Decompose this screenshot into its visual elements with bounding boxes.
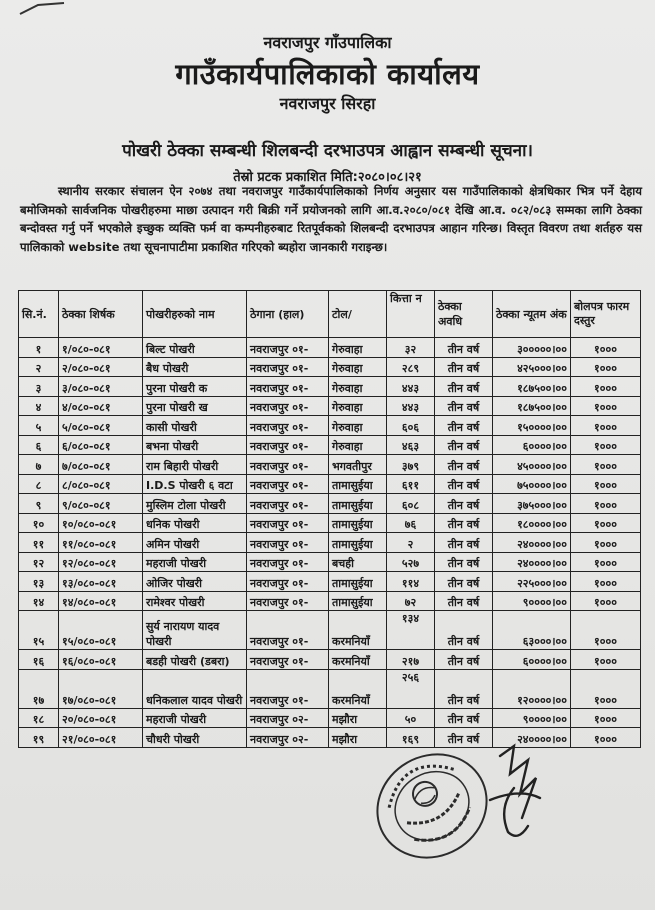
municipality-name: नवराजपुर गाँउपालिका (263, 33, 392, 52)
cell-plot-no: ११४ (387, 572, 435, 592)
cell-min-amount: १२००००।०० (493, 669, 571, 708)
cell-address: नवराजपुर ०१- (247, 455, 329, 475)
cell-duration: तीन वर्ष (435, 474, 493, 494)
cell-plot-no: ६११ (387, 474, 435, 494)
cell-form-fee: १००० (571, 474, 641, 494)
cell-contract-title: ९/०८०-०८१ (59, 494, 143, 514)
cell-pond-name: ओजिर पोखरी (143, 572, 247, 592)
cell-pond-name: बिल्ट पोखरी (143, 338, 247, 358)
cell-duration: तीन वर्ष (435, 533, 493, 553)
table-row (19, 416, 641, 436)
cell-min-amount: १५००००।०० (493, 416, 571, 436)
cell-tole: तामासुईया (329, 591, 387, 611)
cell-form-fee: १००० (571, 708, 641, 728)
cell-contract-title: ७/०८०-०८१ (59, 455, 143, 475)
table-row (19, 377, 641, 397)
cell-pond-name: पुरना पोखरी क (143, 377, 247, 397)
table-header-row (19, 291, 641, 338)
cell-duration: तीन वर्ष (435, 494, 493, 514)
cell-plot-no: २१७ (387, 650, 435, 670)
cell-min-amount: १८७५००।०० (493, 396, 571, 416)
cell-tole: गेरुवाहा (329, 377, 387, 397)
cell-min-amount: २४००००।०० (493, 533, 571, 553)
cell-contract-title: ११/०८०-०८१ (59, 533, 143, 553)
cell-min-amount: ३०००००।०० (493, 338, 571, 358)
cell-plot-no: ७६ (387, 513, 435, 533)
pond-tender-table (18, 290, 641, 748)
cell-min-amount: १८००००।०० (493, 513, 571, 533)
cell-duration: तीन वर्ष (435, 396, 493, 416)
cell-form-fee: १००० (571, 416, 641, 436)
cell-pond-name: बभना पोखरी (143, 435, 247, 455)
cell-plot-no: १३४ (387, 611, 435, 650)
cell-form-fee: १००० (571, 591, 641, 611)
page-fold-mark (18, 2, 66, 16)
cell-tole: तामासुईया (329, 494, 387, 514)
cell-pond-name: धनिक पोखरी (143, 513, 247, 533)
cell-tole: बचही (329, 552, 387, 572)
cell-contract-title: १३/०८०-०८१ (59, 572, 143, 592)
signature-mark (470, 738, 560, 848)
table-row (19, 533, 641, 553)
cell-pond-name: महराजी पोखरी (143, 708, 247, 728)
cell-pond-name: महराजी पोखरी (143, 552, 247, 572)
cell-min-amount: ६००००।०० (493, 435, 571, 455)
cell-tole: करमनियाँ (329, 650, 387, 670)
publish-date: तेस्रो प्रटक प्रकाशित मिति:२०८०।०८।२१ (233, 170, 422, 185)
cell-plot-no: ३७९ (387, 455, 435, 475)
header-col-plot-no: कित्ता न (387, 291, 435, 338)
cell-tole: गेरुवाहा (329, 338, 387, 358)
cell-serial: १८ (19, 708, 59, 728)
cell-form-fee: १००० (571, 455, 641, 475)
cell-min-amount: ६३०००।०० (493, 611, 571, 650)
cell-pond-name: मुस्लिम टोला पोखरी (143, 494, 247, 514)
table-row (19, 552, 641, 572)
cell-duration: तीन वर्ष (435, 572, 493, 592)
cell-contract-title: १२/०८०-०८१ (59, 552, 143, 572)
cell-address: नवराजपुर ०१- (247, 435, 329, 455)
cell-tole: तामासुईया (329, 533, 387, 553)
table-row (19, 611, 641, 650)
cell-plot-no: ५२७ (387, 552, 435, 572)
cell-tole: तामासुईया (329, 572, 387, 592)
cell-serial: १५ (19, 611, 59, 650)
cell-serial: ७ (19, 455, 59, 475)
cell-address: नवराजपुर ०१- (247, 474, 329, 494)
header-col-address: ठेगाना (हाल) (247, 291, 329, 338)
header-col-duration: ठेक्का अवधि (435, 291, 493, 338)
cell-plot-no: २५६ (387, 669, 435, 708)
cell-min-amount: ९००००।०० (493, 708, 571, 728)
cell-duration: तीन वर्ष (435, 513, 493, 533)
table-row (19, 650, 641, 670)
cell-address: नवराजपुर ०२- (247, 708, 329, 728)
cell-duration: तीन वर्ष (435, 416, 493, 436)
cell-address: नवराजपुर ०१- (247, 377, 329, 397)
cell-plot-no: २ (387, 533, 435, 553)
office-location: नवराजपुर सिरहा (279, 94, 376, 113)
table-row (19, 357, 641, 377)
cell-pond-name: चौधरी पोखरी (143, 728, 247, 748)
cell-min-amount: ७५००००।०० (493, 474, 571, 494)
cell-address: नवराजपुर ०१- (247, 416, 329, 436)
cell-contract-title: १७/०८०-०८१ (59, 669, 143, 708)
cell-contract-title: १४/०८०-०८१ (59, 591, 143, 611)
cell-plot-no: ६०८ (387, 494, 435, 514)
cell-serial: ६ (19, 435, 59, 455)
cell-plot-no: ४४३ (387, 377, 435, 397)
cell-min-amount: २४००००।०० (493, 728, 571, 748)
cell-address: नवराजपुर ०१- (247, 338, 329, 358)
header-col-pond-name: पोखरीहरुको नाम (143, 291, 247, 338)
cell-address: नवराजपुर ०१- (247, 650, 329, 670)
cell-contract-title: १/०८०-०८१ (59, 338, 143, 358)
table-row (19, 708, 641, 728)
cell-serial: १ (19, 338, 59, 358)
table-row (19, 591, 641, 611)
cell-min-amount: ३७५०००।०० (493, 494, 571, 514)
cell-serial: १४ (19, 591, 59, 611)
cell-tole: मझौरा (329, 708, 387, 728)
cell-duration: तीन वर्ष (435, 708, 493, 728)
cell-serial: ८ (19, 474, 59, 494)
cell-min-amount: २२५०००।०० (493, 572, 571, 592)
cell-min-amount: ४२५०००।०० (493, 357, 571, 377)
cell-form-fee: १००० (571, 435, 641, 455)
cell-address: नवराजपुर ०१- (247, 669, 329, 708)
cell-plot-no: ५० (387, 708, 435, 728)
cell-min-amount: ९००००।०० (493, 591, 571, 611)
cell-plot-no: १६९ (387, 728, 435, 748)
cell-tole: करमनियाँ (329, 669, 387, 708)
cell-contract-title: ६/०८०-०८१ (59, 435, 143, 455)
cell-address: नवराजपुर ०१- (247, 494, 329, 514)
cell-contract-title: २/०८०-०८१ (59, 357, 143, 377)
cell-min-amount: २४००००।०० (493, 552, 571, 572)
cell-min-amount: ६००००।०० (493, 650, 571, 670)
cell-serial: ११ (19, 533, 59, 553)
cell-contract-title: ५/०८०-०८१ (59, 416, 143, 436)
cell-pond-name: धनिकलाल यादव पोखरी (143, 669, 247, 708)
cell-contract-title: १५/०८०-०८१ (59, 611, 143, 650)
cell-address: नवराजपुर ०१- (247, 572, 329, 592)
cell-serial: १० (19, 513, 59, 533)
cell-form-fee: १००० (571, 611, 641, 650)
cell-serial: १२ (19, 552, 59, 572)
cell-plot-no: ४६३ (387, 435, 435, 455)
header-col-tole: टोल/ (329, 291, 387, 338)
cell-plot-no: ३२ (387, 338, 435, 358)
cell-pond-name: राम बिहारी पोखरी (143, 455, 247, 475)
cell-address: नवराजपुर ०१- (247, 591, 329, 611)
cell-plot-no: ४४३ (387, 396, 435, 416)
cell-duration: तीन वर्ष (435, 377, 493, 397)
cell-form-fee: १००० (571, 533, 641, 553)
cell-plot-no: ६०६ (387, 416, 435, 436)
cell-contract-title: ८/०८०-०८१ (59, 474, 143, 494)
cell-form-fee: १००० (571, 552, 641, 572)
cell-contract-title: २०/०८०-०८१ (59, 708, 143, 728)
header-col-serial: सि.नं. (19, 291, 59, 338)
cell-duration: तीन वर्ष (435, 669, 493, 708)
cell-address: नवराजपुर ०२- (247, 728, 329, 748)
table-row (19, 455, 641, 475)
table-row (19, 669, 641, 708)
cell-pond-name: बडही पोखरी (डबरा) (143, 650, 247, 670)
cell-serial: ५ (19, 416, 59, 436)
cell-pond-name: I.D.S पोखरी ६ वटा (143, 474, 247, 494)
cell-serial: ३ (19, 377, 59, 397)
cell-form-fee: १००० (571, 728, 641, 748)
cell-duration: तीन वर्ष (435, 455, 493, 475)
cell-pond-name: कासी पोखरी (143, 416, 247, 436)
table-row (19, 338, 641, 358)
cell-duration: तीन वर्ष (435, 650, 493, 670)
cell-serial: १९ (19, 728, 59, 748)
cell-serial: ९ (19, 494, 59, 514)
office-title: गाउँकार्यपालिकाको कार्यालय (175, 57, 480, 91)
cell-min-amount: १८७५००।०० (493, 377, 571, 397)
cell-form-fee: १००० (571, 494, 641, 514)
cell-address: नवराजपुर ०१- (247, 611, 329, 650)
cell-form-fee: १००० (571, 357, 641, 377)
cell-tole: मझौरा (329, 728, 387, 748)
cell-address: नवराजपुर ०१- (247, 552, 329, 572)
cell-tole: करमनियाँ (329, 611, 387, 650)
cell-form-fee: १००० (571, 513, 641, 533)
cell-form-fee: १००० (571, 338, 641, 358)
cell-pond-name: रामेश्वर पोखरी (143, 591, 247, 611)
cell-serial: १७ (19, 669, 59, 708)
cell-serial: १६ (19, 650, 59, 670)
table-row (19, 572, 641, 592)
table-row (19, 435, 641, 455)
cell-min-amount: ४५००००।०० (493, 455, 571, 475)
cell-tole: तामासुईया (329, 474, 387, 494)
notice-title: पोखरी ठेक्का सम्बन्धी शिलबन्दी दरभाउपत्र आह्वान सम्बन्धी सूचना। (122, 141, 533, 161)
cell-serial: ४ (19, 396, 59, 416)
cell-serial: १३ (19, 572, 59, 592)
table-row (19, 396, 641, 416)
cell-duration: तीन वर्ष (435, 728, 493, 748)
cell-form-fee: १००० (571, 396, 641, 416)
table-row (19, 513, 641, 533)
cell-contract-title: ४/०८०-०८१ (59, 396, 143, 416)
header-col-contract-title: ठेक्का शिर्षक (59, 291, 143, 338)
cell-tole: गेरुवाहा (329, 357, 387, 377)
cell-duration: तीन वर्ष (435, 435, 493, 455)
cell-address: नवराजपुर ०१- (247, 396, 329, 416)
cell-contract-title: २१/०८०-०८१ (59, 728, 143, 748)
cell-tole: गेरुवाहा (329, 396, 387, 416)
cell-address: नवराजपुर ०१- (247, 533, 329, 553)
cell-duration: तीन वर्ष (435, 611, 493, 650)
table-row (19, 494, 641, 514)
cell-contract-title: १६/०८०-०८१ (59, 650, 143, 670)
cell-tole: गेरुवाहा (329, 435, 387, 455)
cell-serial: २ (19, 357, 59, 377)
cell-pond-name: पुरना पोखरी ख (143, 396, 247, 416)
cell-form-fee: १००० (571, 377, 641, 397)
cell-form-fee: १००० (571, 572, 641, 592)
cell-contract-title: ३/०८०-०८१ (59, 377, 143, 397)
cell-plot-no: २८९ (387, 357, 435, 377)
cell-pond-name: बैध पोखरी (143, 357, 247, 377)
table-body (19, 338, 641, 748)
cell-duration: तीन वर्ष (435, 552, 493, 572)
cell-duration: तीन वर्ष (435, 591, 493, 611)
header-col-min-amount: ठेक्का न्यूतम अंक (493, 291, 571, 338)
notice-body: स्थानीय सरकार संचालन ऐन २०७४ तथा नवराजपुर गाउँकार्यपालिकाको निर्णय अनुसार यस गाउँपालिकाको क्षेत्रधिकार भित्र पर्ने देहाय बमोजिमको सार्वजनिक पोखरीहरुमा माछा उत्पादन गरी बिक्री गर्ने प्रयोजनको लागि आ.व.२०८०/०८१ देखि आ.व. ०८२/०८३ सम्मका लागि ठेक्का बन्दोवस्त गर्नु पर्ने भएकोले इच्छुक व्यक्ति फर्म वा कम्पनीहरुबाट रितपूर्वकको शिलबन्दी दरभाउपत्र आहान गरिन्छ। विस्तृत विवरण तथा शर्तहरु यस पालिकाको website तथा सूचनापाटीमा प्रकाशित गरिएको ब्यहोरा जानकारी गराइन्छ। (20, 184, 642, 254)
cell-pond-name: अमिन पोखरी (143, 533, 247, 553)
cell-address: नवराजपुर ०१- (247, 357, 329, 377)
cell-pond-name: सुर्य नारायण यादव पोखरी (143, 611, 247, 650)
cell-tole: तामासुईया (329, 513, 387, 533)
cell-form-fee: १००० (571, 669, 641, 708)
cell-duration: तीन वर्ष (435, 357, 493, 377)
cell-address: नवराजपुर ०१- (247, 513, 329, 533)
table-row (19, 474, 641, 494)
cell-form-fee: १००० (571, 650, 641, 670)
header-col-form-fee: बोलपत्र फारम दस्तुर (571, 291, 641, 338)
cell-tole: गेरुवाहा (329, 416, 387, 436)
cell-contract-title: १०/०८०-०८१ (59, 513, 143, 533)
cell-tole: भगवतीपुर (329, 455, 387, 475)
cell-duration: तीन वर्ष (435, 338, 493, 358)
cell-plot-no: ७२ (387, 591, 435, 611)
